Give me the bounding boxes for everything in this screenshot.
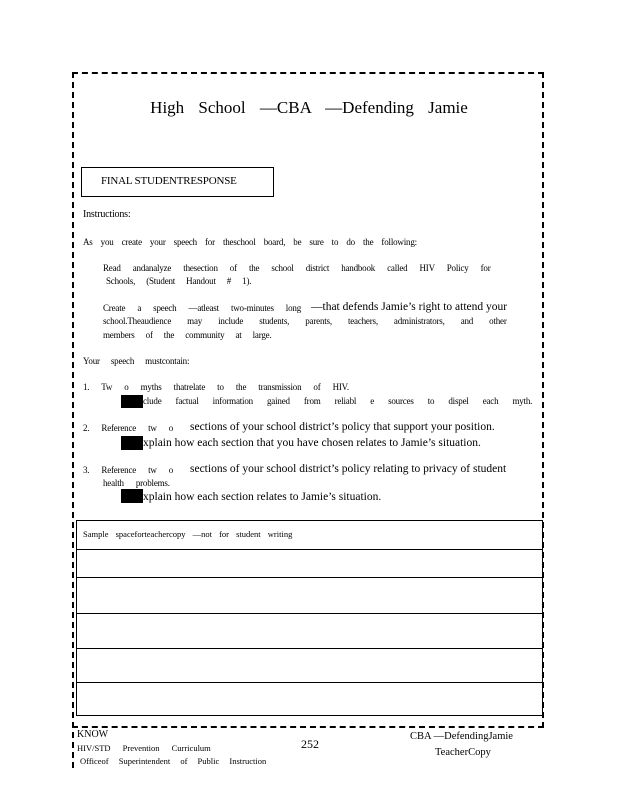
item3-line1-small: 3. Reference tw o xyxy=(83,465,174,475)
redaction-mark xyxy=(121,489,143,503)
footer-right-copy: TeacherCopy xyxy=(435,747,491,758)
bullet2-line1-big: —that defends Jamie’s right to attend your xyxy=(311,301,508,313)
redaction-mark xyxy=(121,395,143,408)
footer-office: Officeof Superintendent of Public Instruction xyxy=(80,756,267,766)
writing-line xyxy=(77,648,542,649)
item3-line1-big: sections of your school district’s policy relating to privacy of student xyxy=(190,463,507,475)
bullet1-line2: Schools, (Student Handout # 1). xyxy=(106,276,252,286)
writing-line xyxy=(77,682,542,683)
writing-line xyxy=(77,577,542,578)
writing-line xyxy=(77,613,542,614)
writing-line xyxy=(77,549,542,550)
item1-line2: clude factual information gained from reliabl e sources to dispel each myth. xyxy=(143,396,533,406)
frame-left-border xyxy=(72,72,74,768)
final-response-box xyxy=(81,167,274,197)
footer-curriculum: HIV/STD Prevention Curriculum xyxy=(77,743,211,753)
item3-line3: xplain how each section relates to Jamie’s situation. xyxy=(143,491,382,503)
page-title: High School —CBA —Defending Jamie xyxy=(150,98,468,117)
requirements-heading: Your speech mustcontain: xyxy=(83,356,190,366)
instructions-intro: As you create your speech for theschool board, be sure to do the following: xyxy=(83,237,417,247)
item1-line1: 1. Tw o myths thatrelate to the transmission of HIV. xyxy=(83,382,349,392)
frame-top-border xyxy=(72,72,544,74)
redaction-mark xyxy=(121,436,143,450)
item3-line2: health problems. xyxy=(103,478,170,488)
bullet2-line2: school.Theaudience may include students, parents, teachers, administrators, and other xyxy=(103,316,507,326)
bullet2-line1-small: Create a speech —atleast two-minutes long xyxy=(103,303,301,313)
sample-writing-box xyxy=(76,520,543,716)
instructions-heading: Instructions: xyxy=(83,209,131,220)
sample-space-label: Sample spaceforteachercopy —not for student writing xyxy=(83,529,293,539)
item2-line2: xplain how each section that you have chosen relates to Jamie’s situation. xyxy=(143,437,481,449)
footer-know: KNOW xyxy=(77,729,109,740)
item2-line1-big: sections of your school district’s policy that support your position. xyxy=(190,421,495,433)
footer-right-title: CBA —DefendingJamie xyxy=(410,731,513,742)
item2-line1-small: 2. Reference tw o xyxy=(83,423,174,433)
frame-bottom-border xyxy=(72,726,544,728)
final-response-label: FINAL STUDENTRESPONSE xyxy=(101,175,237,187)
bullet2-line3: members of the community at large. xyxy=(103,330,272,340)
bullet1-line1: Read andanalyze thesection of the school district handbook called HIV Policy for xyxy=(103,263,491,273)
page-number: 252 xyxy=(301,737,319,751)
